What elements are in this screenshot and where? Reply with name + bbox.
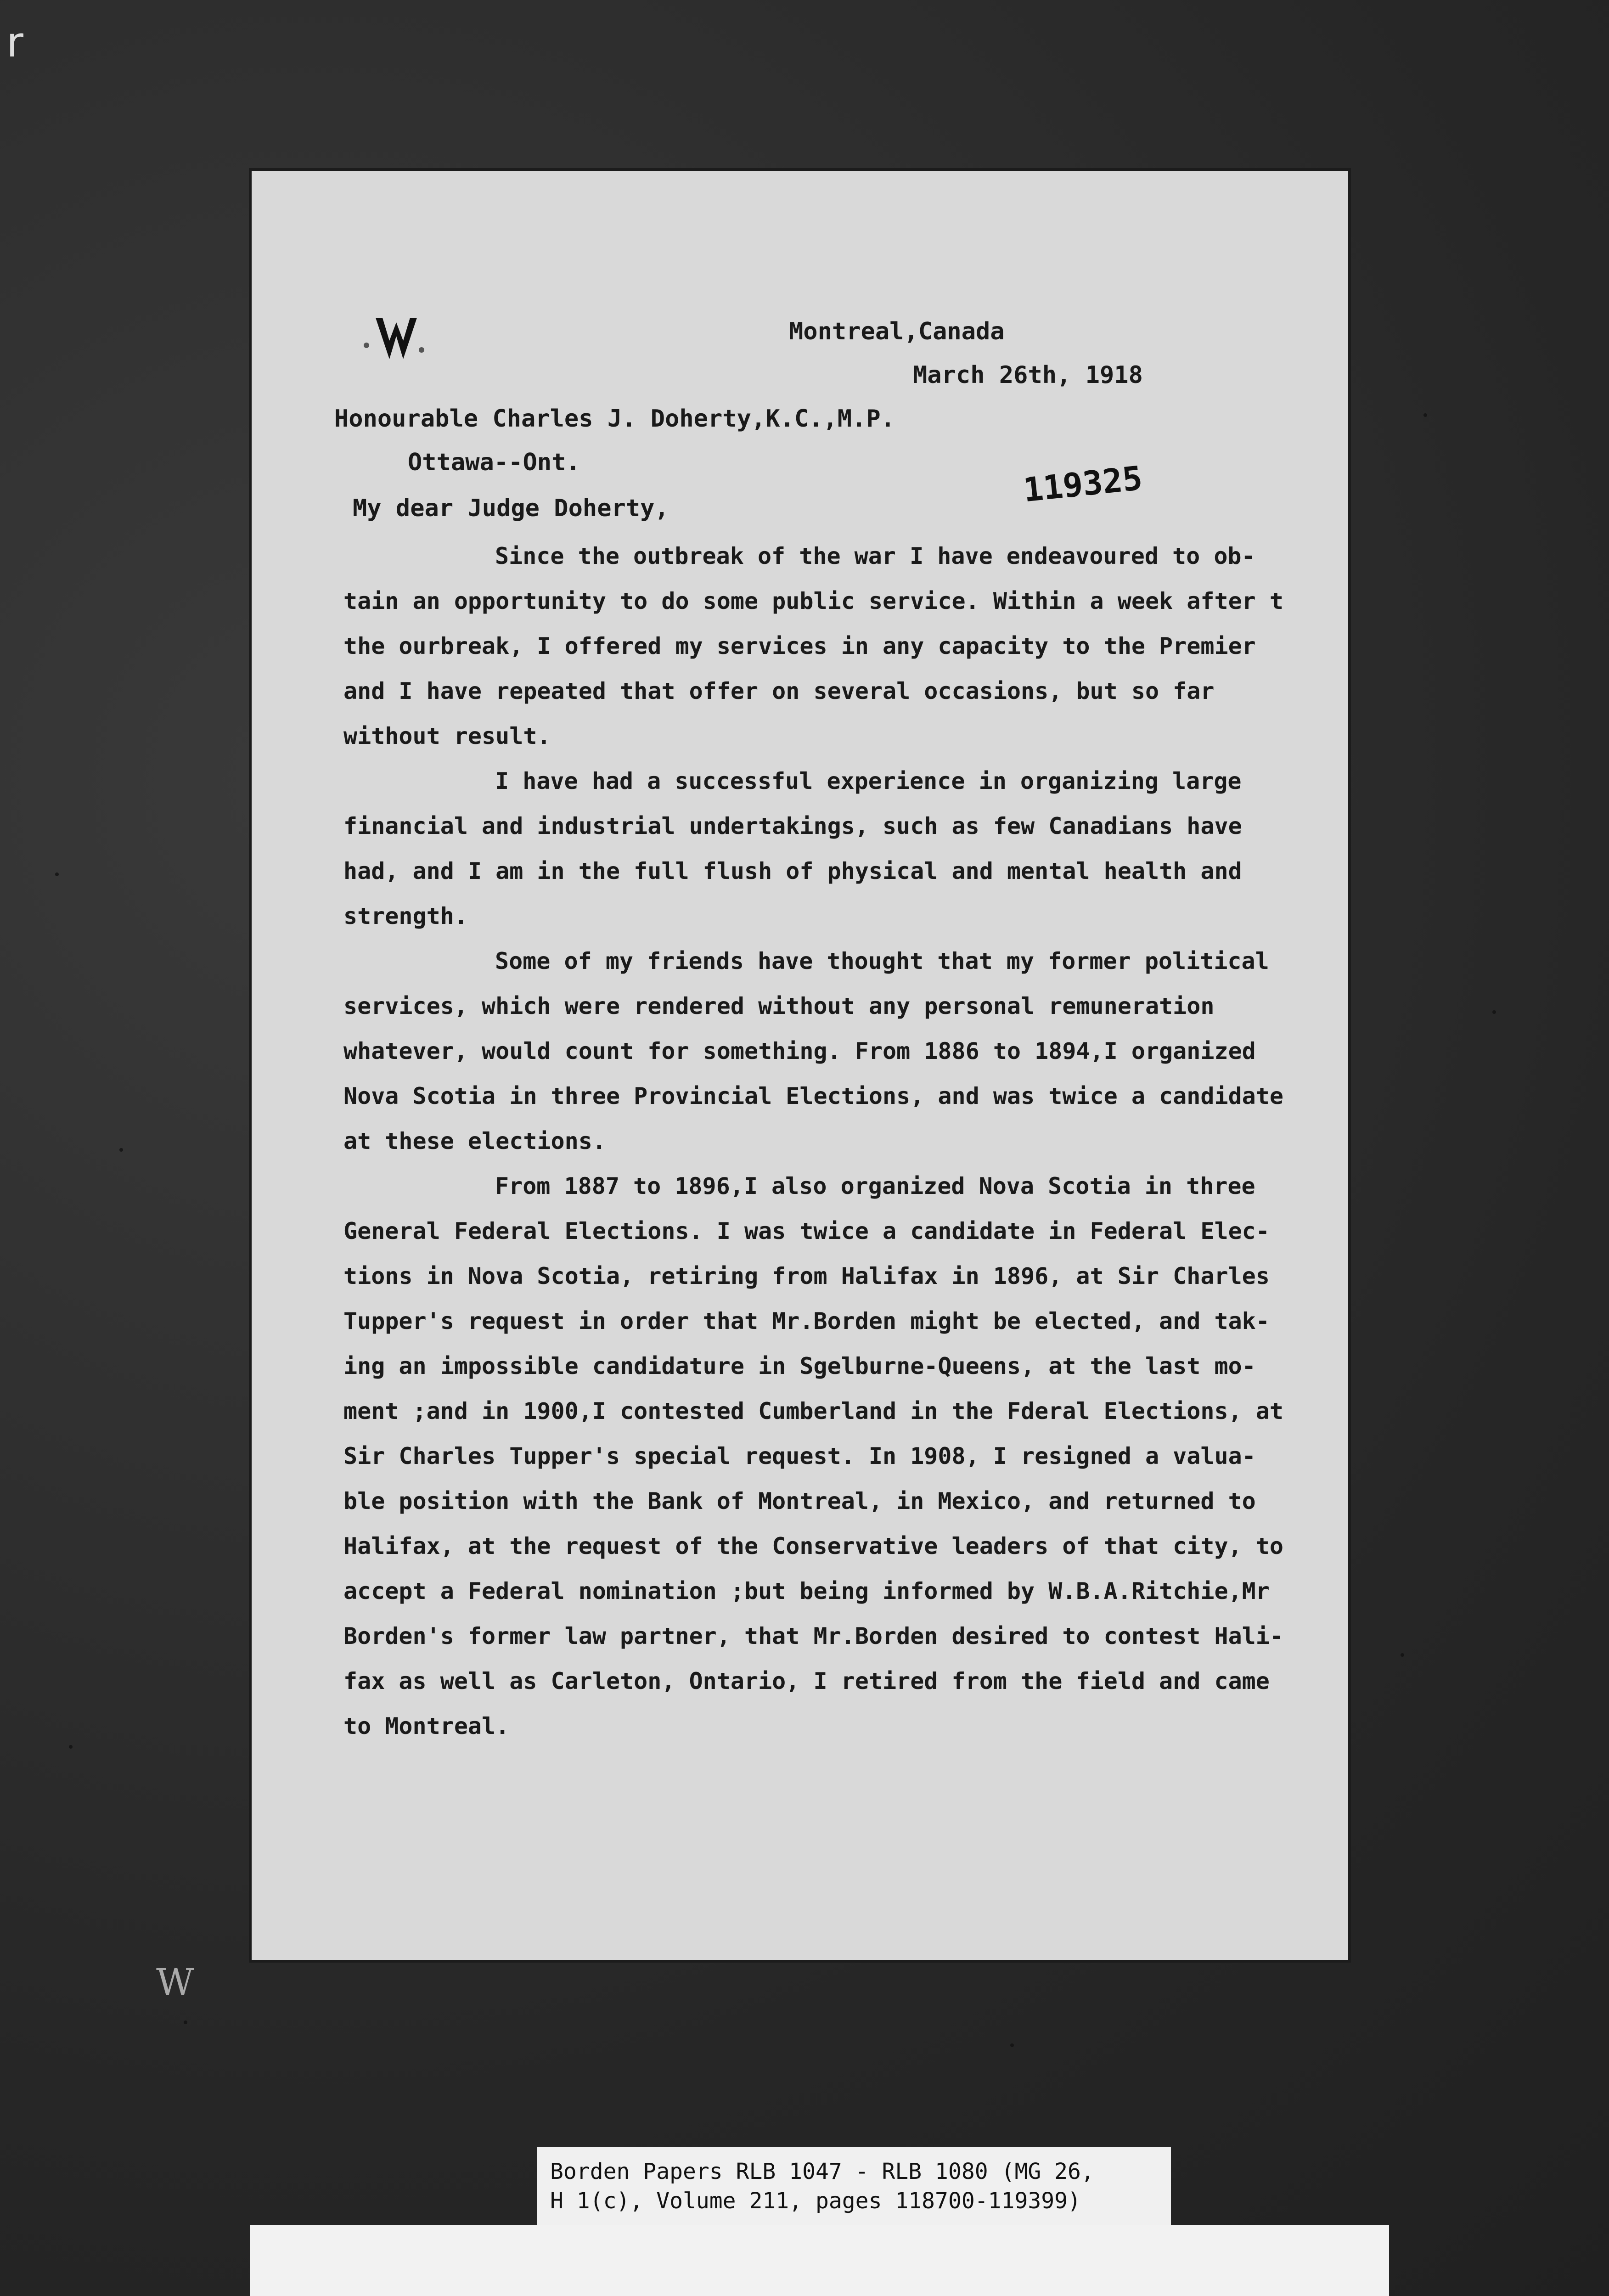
film-speck — [1492, 1010, 1496, 1014]
letter-body-line: Nova Scotia in three Provincial Elections, and was twice a candidate — [343, 1083, 1283, 1109]
film-speck — [184, 2020, 187, 2024]
letter-body-line: Borden's former law partner, that Mr.Borden desired to contest Hali- — [343, 1623, 1283, 1649]
letter-city: Ottawa--Ont. — [408, 449, 580, 476]
letter-body-line: From 1887 to 1896,I also organized Nova Scotia in three — [495, 1173, 1255, 1199]
letter-body-line: ing an impossible candidature in Sgelburne-Queens, at the last mo- — [343, 1353, 1256, 1379]
letter-body-line: Some of my friends have thought that my former political — [495, 948, 1269, 974]
pencil-mark: W — [156, 1961, 194, 2003]
letter-date: March 26th, 1918 — [913, 361, 1143, 389]
letter-body-line: Since the outbreak of the war I have endeavoured to ob- — [495, 543, 1255, 569]
film-speck — [1401, 1653, 1404, 1657]
letter-body-line: at these elections. — [343, 1128, 606, 1154]
ink-stamp-mark — [357, 309, 431, 377]
letter-body-line: fax as well as Carleton, Ontario, I retired from the field and came — [343, 1668, 1270, 1694]
letter-page — [252, 171, 1348, 1960]
reference-label — [537, 2147, 1171, 2227]
letter-body-line: tain an opportunity to do some public service. Within a week after t — [343, 588, 1283, 614]
letter-body-line: and I have repeated that offer on several occasions, but so far — [343, 678, 1215, 704]
letter-body-line: to Montreal. — [343, 1713, 510, 1739]
reference-label-line-2: H 1(c), Volume 211, pages 118700-119399) — [550, 2188, 1081, 2214]
letter-body-line: accept a Federal nomination ;but being informed by W.B.A.Ritchie,Mr — [343, 1578, 1270, 1604]
letter-body-line: had, and I am in the full flush of physical and mental health and — [343, 858, 1242, 884]
corner-mark: r — [6, 18, 24, 67]
letter-body-line: ment ;and in 1900,I contested Cumberland in the Fderal Elections, at — [343, 1398, 1283, 1424]
letter-body-line: strength. — [343, 903, 468, 929]
film-speck — [69, 1745, 73, 1749]
film-speck — [119, 1148, 123, 1152]
film-speck — [1423, 413, 1427, 417]
letter-place: Montreal,Canada — [789, 318, 1005, 345]
letter-body-line: Tupper's request in order that Mr.Borden might be elected, and tak- — [343, 1308, 1270, 1334]
letter-body — [343, 534, 1299, 1749]
letter-body-line: ble position with the Bank of Montreal, in Mexico, and returned to — [343, 1488, 1256, 1514]
letter-body-line: services, which were rendered without any personal remuneration — [343, 993, 1215, 1019]
letter-body-line: whatever, would count for something. From 1886 to 1894,I organized — [343, 1038, 1256, 1064]
film-speck — [1010, 2043, 1014, 2047]
letter-body-line: the ourbreak, I offered my services in any capacity to the Premier — [343, 633, 1256, 659]
letter-salutation: My dear Judge Doherty, — [353, 495, 669, 522]
film-speck — [55, 872, 59, 876]
letter-body-line: financial and industrial undertakings, such as few Canadians have — [343, 813, 1242, 839]
letter-body-line: Halifax, at the request of the Conservative leaders of that city, to — [343, 1533, 1283, 1559]
letter-body-line: I have had a successful experience in organizing large — [495, 768, 1242, 794]
letter-body-line: Sir Charles Tupper's special request. In 1908, I resigned a valua- — [343, 1443, 1256, 1469]
letter-addressee: Honourable Charles J. Doherty,K.C.,M.P. — [334, 405, 895, 433]
archive-card — [250, 2225, 1389, 2296]
document-reference-number: 119325 — [1021, 458, 1144, 510]
letter-body-line: tions in Nova Scotia, retiring from Halifax in 1896, at Sir Charles — [343, 1263, 1270, 1289]
letter-body-line: without result. — [343, 723, 551, 749]
reference-label-line-1: Borden Papers RLB 1047 - RLB 1080 (MG 26, — [550, 2159, 1094, 2184]
letter-body-line: General Federal Elections. I was twice a candidate in Federal Elec- — [343, 1218, 1270, 1244]
